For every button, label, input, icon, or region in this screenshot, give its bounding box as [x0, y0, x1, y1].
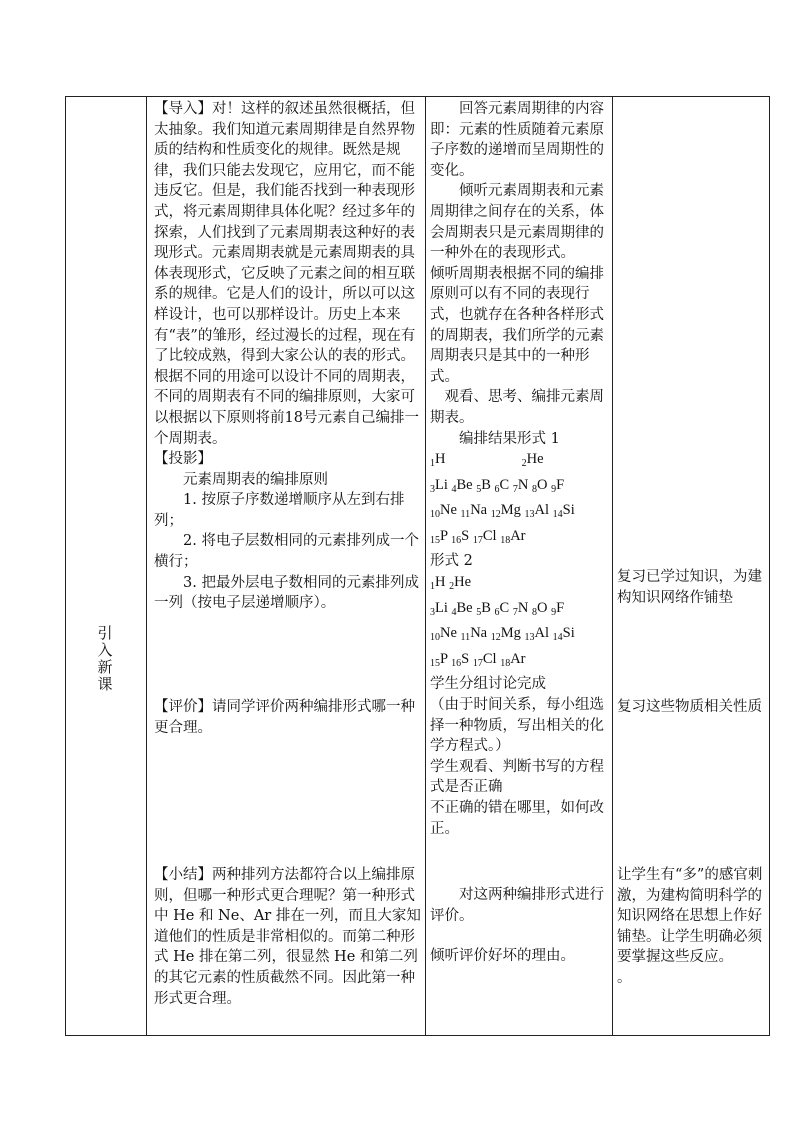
element-symbol: $_5$B	[476, 599, 491, 618]
element-symbol: $_{15}$P	[430, 527, 448, 546]
element-symbol: $_{12}$Mg	[490, 625, 521, 644]
evaluate-text: 【评价】请同学评价两种编排形式哪一种更合理。	[154, 699, 415, 736]
element-symbol: $_1$H	[430, 574, 446, 593]
element-symbol: $_3$Li	[430, 476, 448, 495]
review2-text: 复习这些物质相关性质	[617, 699, 762, 715]
form1-label: 编排结果形式 1	[459, 430, 560, 447]
element-symbol: $_{14}$Si	[552, 625, 575, 644]
element-row	[430, 449, 609, 475]
listen-reason-text: 倾听评价好坏的理由。	[430, 948, 575, 965]
observe-text: 观看、思考、编排元素周期表。	[430, 389, 604, 426]
element-symbol: $_5$B	[476, 476, 491, 495]
projection-tag: 【投影】	[154, 451, 212, 468]
form2-label: 形式 2	[430, 553, 473, 570]
element-symbol: $_7$N	[512, 599, 529, 618]
element-symbol: $_{10}$Ne	[430, 625, 457, 644]
element-symbol: $_{10}$Ne	[430, 502, 457, 521]
element-symbol: $_{13}$Al	[524, 625, 550, 644]
element-symbol: $_{11}$Na	[460, 502, 488, 521]
element-symbol: $_8$O	[531, 476, 548, 495]
element-symbol: $_2$He	[521, 451, 544, 470]
element-symbol: $_{18}$Ar	[500, 527, 526, 546]
evaluate-block	[154, 697, 422, 738]
rule-3: 3. 把最外层电子数相同的元素排列成一列（按电子层递增顺序）。	[154, 574, 419, 612]
element-row	[430, 649, 609, 675]
element-symbol: $_{16}$S	[451, 527, 470, 546]
summary-text: 【小结】两种排列方法都符合以上编排原则，但哪一种形式更合理呢？第一种形式中 He 和 Ne、Ar 排在一列，而且大家知道他们的性质是非常相似的。而第二种形式 He 排在第二列，很显然 He 和第二列的其它元素的性质截然不同。因此第一种形式更合理。	[154, 867, 421, 1007]
evaluate-forms-text: 对这两种编排形式进行评价。	[430, 887, 604, 924]
element-row	[430, 526, 609, 552]
element-symbol: $_6$C	[494, 599, 510, 618]
group-discuss-text: 学生分组讨论完成	[430, 676, 546, 693]
intent-text: 让学生有“多”的感官刺激，为建构简明科学的知识网络在思想上作好铺垫。让学生明确必须要掌握这些反应。	[617, 867, 763, 966]
element-symbol: $_6$C	[494, 476, 510, 495]
judge-text: 学生观看、判断书写的方程式是否正确	[430, 758, 604, 796]
rule-1: 1. 按原子序数递增顺序从左到右排列；	[154, 492, 405, 529]
element-symbol: $_{13}$Al	[524, 502, 550, 521]
student-activity-cell	[426, 97, 613, 1036]
listen-relation-text: 倾听元素周期表和元素周期律之间存在的关系，体会周期表只是元素周期律的一种外在的表现形式。	[430, 183, 604, 262]
element-symbol: $_2$He	[449, 574, 472, 593]
intent-block	[617, 865, 766, 989]
review2-block	[617, 697, 766, 718]
rules-title: 元素周期表的编排原则	[183, 471, 328, 488]
design-intent-cell	[613, 97, 770, 1036]
student-main-block	[430, 99, 609, 839]
element-symbol: $_4$Be	[451, 476, 473, 495]
element-row	[430, 572, 609, 598]
element-symbol: $_{12}$Mg	[490, 502, 521, 521]
element-symbol: $_3$Li	[430, 599, 448, 618]
rule-2: 2. 将电子层数相同的元素排列成一个横行；	[154, 533, 419, 571]
element-symbol: $_{14}$Si	[552, 502, 575, 521]
section-label: 引入新课	[97, 624, 113, 693]
element-symbol: $_1$H	[430, 451, 446, 470]
lesson-plan-table	[65, 96, 770, 1036]
intro-block	[154, 99, 422, 614]
intro-text: 【导入】对！这样的叙述虽然很概括，但太抽象。我们知道元素周期律是自然界物质的结构和性质变化的规律。既然是规律，我们只能去发现它，应用它，而不能违反它。但是，我们能否找到一种表现形式，将元素周期律具体化呢？经过多年的探索，人们找到了元素周期表这种好的表现形式。元素周期表就是元素周期表的具体表现形式，它反映了元素之间的相互联系的规律。它是人们的设计，所以可以这样设计，也可以那样设计。历史上本来有“表”的雏形，经过漫长的过程，现在有了比较成熟，得到大家公认的表的形式。根据不同的用途可以设计不同的周期表，不同的周期表有不同的编排原则，大家可以根据以下原则将前18号元素自己编排一个周期表。	[154, 101, 419, 447]
element-symbol: $_7$N	[512, 476, 529, 495]
form1-element-rows	[430, 449, 609, 551]
element-symbol: $_{18}$Ar	[500, 650, 526, 669]
element-symbol: $_{16}$S	[451, 650, 470, 669]
element-symbol: $_{15}$P	[430, 650, 448, 669]
element-row	[430, 598, 609, 624]
review1-block	[617, 567, 766, 608]
intent-dot: 。	[617, 969, 632, 986]
element-symbol: $_{17}$Cl	[472, 527, 497, 546]
answer-text: 回答元素周期律的内容即：元素的性质随着元素原子序数的递增而呈周期性的变化。	[430, 101, 604, 179]
element-symbol: $_4$Be	[451, 599, 473, 618]
teacher-activity-cell	[147, 97, 426, 1036]
element-symbol: $_9$F	[551, 599, 565, 618]
element-symbol: $_{17}$Cl	[472, 650, 497, 669]
form2-element-rows	[430, 572, 609, 674]
summary-block	[154, 865, 422, 1009]
element-symbol: $_{11}$Na	[460, 625, 488, 644]
element-row	[430, 475, 609, 501]
section-cell	[66, 97, 147, 1036]
element-symbol: $_8$O	[531, 599, 548, 618]
wrong-text: 不正确的错在哪里，如何改正。	[430, 800, 604, 837]
element-symbol: $_9$F	[551, 476, 565, 495]
element-row	[430, 500, 609, 526]
student-evaluate-block	[430, 885, 609, 967]
listen-forms-text: 倾听周期表根据不同的编排原则可以有不同的表现行式，也就存在各种各样形式的周期表，我们所学的元素周期表只是其中的一种形式。	[430, 265, 604, 385]
table-row	[66, 97, 770, 1036]
element-row	[430, 623, 609, 649]
group-note-text: （由于时间关系，每小组选择一种物质，写出相关的化学方程式。）	[430, 697, 604, 755]
review1-text: 复习已学过知识，为建构知识网络作铺垫	[617, 569, 762, 606]
